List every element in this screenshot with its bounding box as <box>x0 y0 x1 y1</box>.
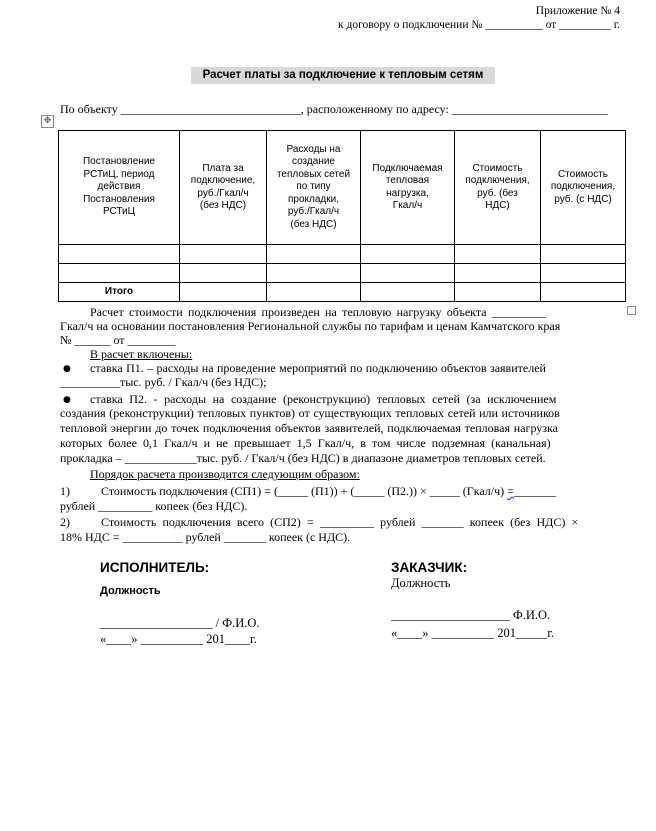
included-heading: В расчет включены: <box>90 347 193 361</box>
col-header-cost-no-vat: Стоимость подключения, руб. (без НДС) <box>455 131 541 245</box>
table-row <box>59 245 626 264</box>
calc-text-line-3: № ______ от ________ <box>60 333 176 347</box>
table-resize-handle[interactable] <box>627 306 636 315</box>
col-header-cost-with-vat: Стоимость подключения, руб. (с НДС) <box>541 131 626 245</box>
col-header-resolution: Постановление РСТиЦ, период действия Постановления РСТиЦ <box>59 131 180 245</box>
rate-p2-line-1: ставка П2. - расходы на создание (реконструкцию) тепловых сетей (за исключением <box>90 392 557 406</box>
rate-p2-line-3: тепловой энергии до точек подключения объектов заявителей, подключаемая тепловая нагрузка <box>60 421 559 435</box>
formula-1-line-1: Стоимость подключения (СП1) = (_____ (П1)) + (_____ (П2.)) × _____ (Гкал/ч) =_______ <box>101 484 556 498</box>
customer-fio: ___________________ Ф.И.О. <box>391 608 551 622</box>
appendix-number: Приложение № 4 <box>535 5 620 17</box>
table-header-row <box>59 131 626 245</box>
executor-fio: __________________ / Ф.И.О. <box>100 616 260 630</box>
col-header-heat-load: Подключаемая тепловая нагрузка, Гкал/ч <box>361 131 455 245</box>
formula-2-number: 2) <box>60 515 70 529</box>
bullet-icon: ● <box>63 395 71 405</box>
spellcheck-mark: = <box>507 484 514 498</box>
calc-text-line-2: Гкал/ч на основании постановления Региональной службы по тарифам и ценам Камчатского края <box>60 319 561 333</box>
contract-reference: к договору о подключении № __________ от _________ г. <box>338 19 620 31</box>
page-title: Расчет платы за подключение к тепловым сетям <box>191 67 495 84</box>
customer-title: ЗАКАЗЧИК: <box>391 560 468 575</box>
rate-p2-line-5: прокладка – ____________тыс. руб. / Гкал/ч (без НДС) в диапазоне диаметров тепловых сетей. <box>60 451 546 465</box>
order-heading: Порядок расчета производится следующим образом: <box>90 467 360 481</box>
table-move-icon[interactable]: ✥ <box>41 115 54 128</box>
executor-title: ИСПОЛНИТЕЛЬ: <box>100 560 210 575</box>
rate-p1-line-2: __________тыс. руб. / Гкал/ч (без НДС); <box>60 375 267 389</box>
object-line: По объекту ______________________________, расположенному по адресу: __________________________ <box>60 102 608 116</box>
calc-text-line-1: Расчет стоимости подключения произведен на тепловую нагрузку объекта _________ <box>90 305 546 319</box>
rate-p1-line-1: ставка П1. – расходы на проведение мероприятий по подключению объектов заявителей <box>90 361 546 375</box>
col-header-fee: Плата за подключение, руб./Гкал/ч (без НДС) <box>180 131 267 245</box>
rate-p2-line-2: создания (реконструкции) тепловых пунктов) от существующих тепловых сетей или источников <box>60 406 560 420</box>
rate-p2-line-4: которых более 0,1 Гкал/ч и не превышает 1,5 Гкал/ч, в том числе подземная (канальная) <box>60 436 551 450</box>
formula-1-line-2: рублей _________ копеек (без НДС). <box>60 499 248 513</box>
total-label: Итого <box>59 283 180 302</box>
executor-position: Должность <box>100 585 161 597</box>
customer-date: «____» __________ 201_____г. <box>391 626 555 640</box>
calculation-table <box>58 130 626 302</box>
formula-2-line-2: 18% НДС = __________ рублей _______ копеек (с НДС). <box>60 530 351 544</box>
customer-position: Должность <box>391 576 451 590</box>
formula-1-number: 1) <box>60 484 70 498</box>
table-total-row <box>59 283 626 302</box>
executor-date: «____» __________ 201____г. <box>100 632 257 646</box>
table-row <box>59 264 626 283</box>
bullet-icon: ● <box>63 364 71 374</box>
col-header-network-costs: Расходы на создание тепловых сетей по типу прокладки, руб./Гкал/ч (без НДС) <box>267 131 361 245</box>
formula-2-line-1: Стоимость подключения всего (СП2) = _________ рублей _______ копеек (без НДС) × <box>101 515 579 529</box>
